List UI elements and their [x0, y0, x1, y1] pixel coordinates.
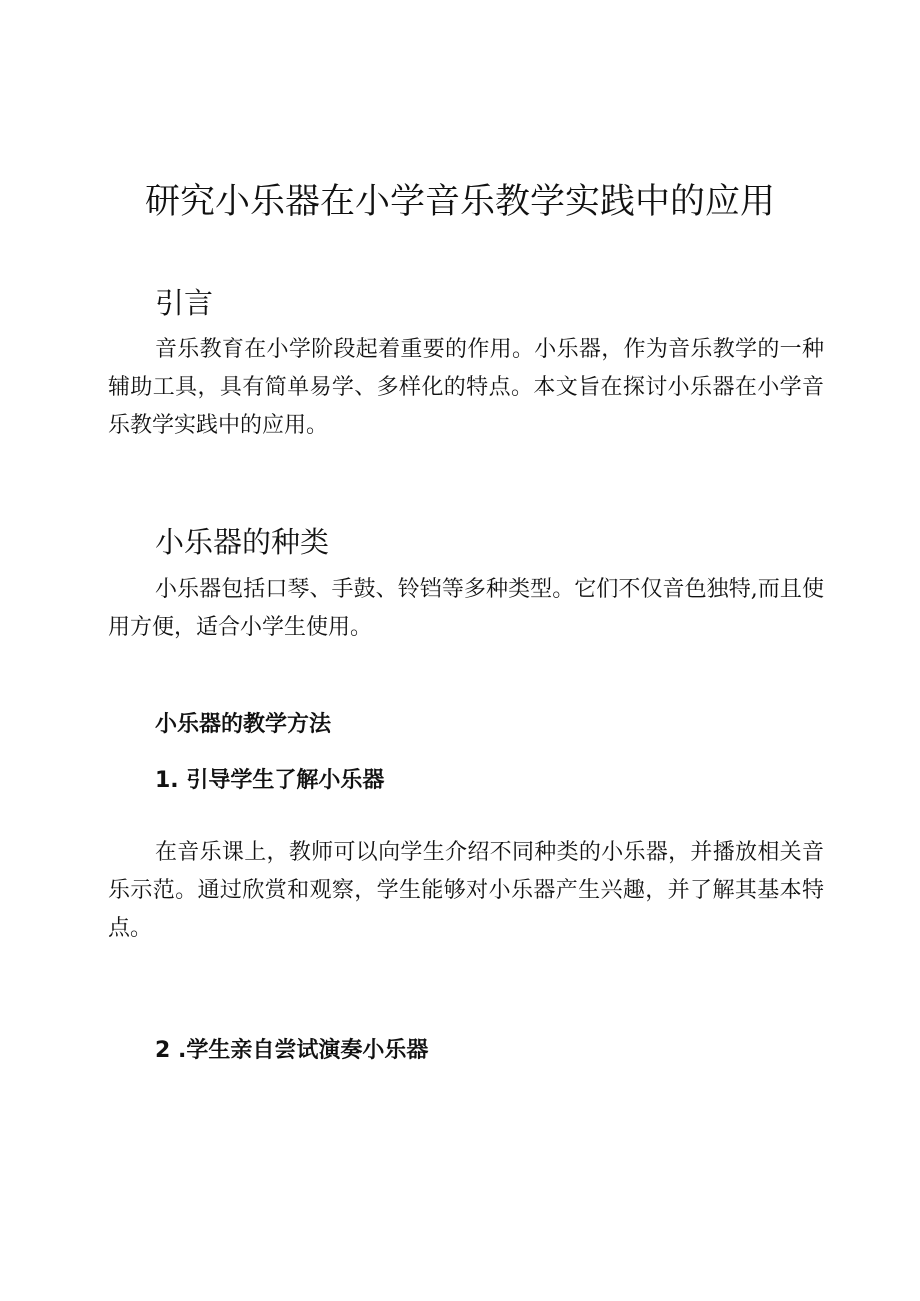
methods-heading: 小乐器的教学方法 [155, 712, 332, 737]
intro-paragraph: 音乐教育在小学阶段起着重要的作用。小乐器，作为音乐教学的一种辅助工具，具有简单易学、多样化的特点。本文旨在探讨小乐器在小学音乐教学实践中的应用。 [108, 337, 824, 438]
step1-paragraph: 在音乐课上，教师可以向学生介绍不同种类的小乐器，并播放相关音乐示范。通过欣赏和观察，学生能够对小乐器产生兴趣，并了解其基本特点。 [108, 840, 824, 941]
document-title: 研究小乐器在小学音乐教学实践中的应用 [144, 182, 775, 222]
types-paragraph: 小乐器包括口琴、手鼓、铃铛等多种类型。它们不仅音色独特,而且使用方便，适合小学生使用。 [108, 577, 824, 640]
types-heading: 小乐器的种类 [155, 525, 330, 559]
step2-heading: 2 .学生亲自尝试演奏小乐器 [155, 1038, 429, 1063]
intro-heading: 引言 [155, 286, 214, 320]
step1-heading: 1. 引导学生了解小乐器 [155, 768, 385, 793]
